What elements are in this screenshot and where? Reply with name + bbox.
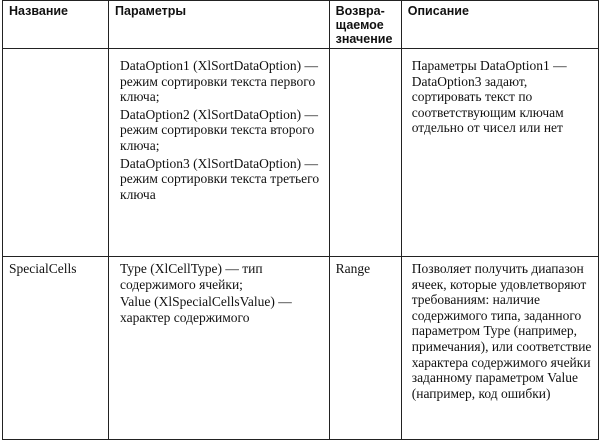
description-text: Параметры DataOption1 — DataOption3 задают, сортировать текст по соответствующим ключам отдельно от чисел или нет [411,58,567,136]
header-return-value [329,1,401,49]
cell-name [3,49,109,257]
param-item: DataOption3 (XlSortDataOption) — режим сортировки текста третьего ключа [120,155,320,202]
header-return-line1: Возвра- [335,4,385,18]
methods-table [2,0,599,440]
cell-description [401,49,598,257]
param-item: Value (XlSpecialCellsValue) — характер содержимого [120,294,292,325]
table-row [3,257,599,440]
cell-return-value: Range [329,257,401,440]
header-return-line2: щаемое [335,18,384,32]
header-params: Параметры [109,1,330,49]
header-name: Название [3,1,109,49]
cell-params [109,257,330,440]
cell-name: SpecialCells [3,257,109,440]
table-row [3,49,599,257]
cell-description [401,257,598,440]
description-text: Позволяет получить диапазон ячеек, которые удовлетворяют требованиям: наличие содержимого типа, заданного параметром Type (например, примечания), или соответствие характера содержимого ячейки заданному параметром Value (например, код ошибки) [411,261,592,401]
param-item: DataOption1 (XlSortDataOption) — режим сортировки текста первого ключа; [120,58,319,105]
cell-params [109,49,330,257]
param-item: DataOption2 (XlSortDataOption) — режим сортировки текста второго ключа; [120,106,319,153]
header-description: Описание [401,1,598,49]
param-item: Type (XlCellType) — тип содержимого ячейки; [120,261,263,292]
table-header-row [3,1,599,49]
header-return-line3: значение [335,32,393,46]
cell-return-value [329,49,401,257]
